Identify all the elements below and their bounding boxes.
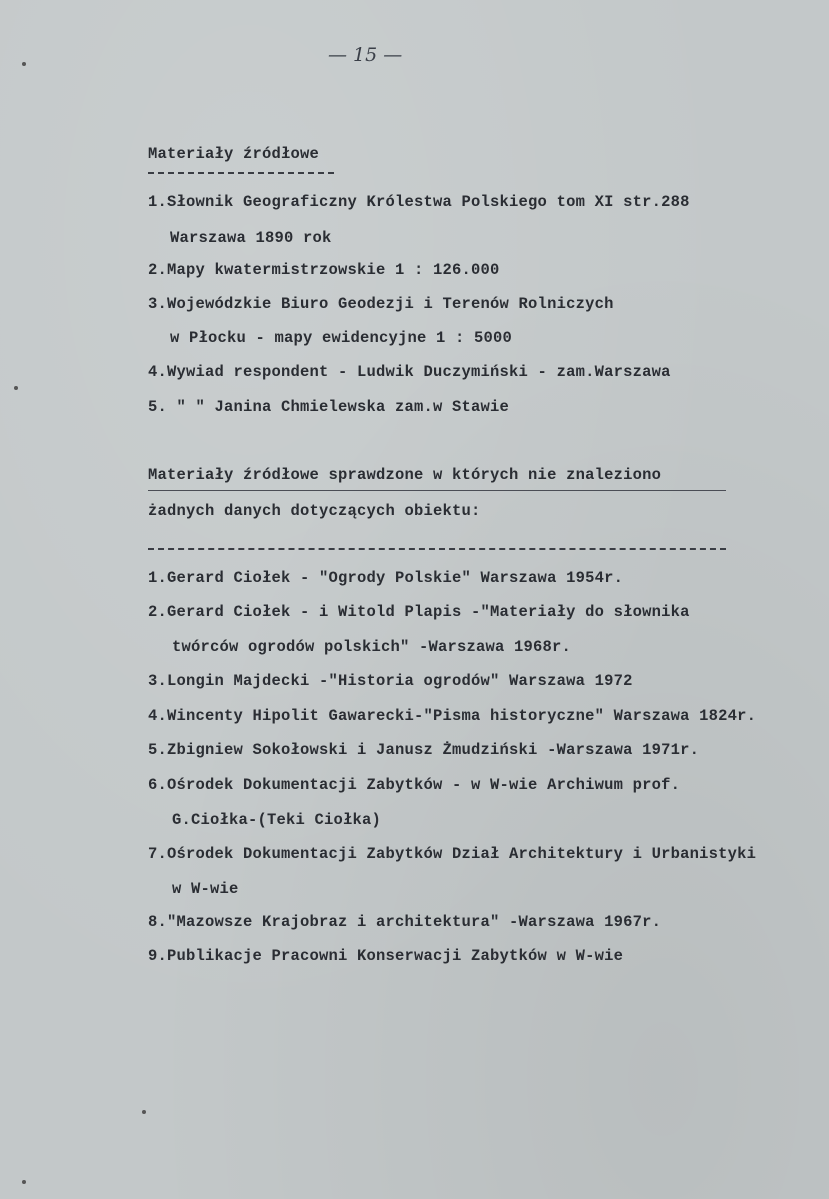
checked-source-item: 8."Mazowsze Krajobraz i architektura" -Warszawa 1967r. xyxy=(148,913,662,931)
checked-source-item: 1.Gerard Ciołek - "Ogrody Polskie" Warszawa 1954r. xyxy=(148,569,624,587)
checked-source-item-continuation: G.Ciołka-(Teki Ciołka) xyxy=(172,811,382,829)
section2-heading-line1: Materiały źródłowe sprawdzone w których nie znaleziono xyxy=(148,466,662,484)
paper-speck xyxy=(14,386,18,390)
paper-speck xyxy=(22,62,26,66)
source-item: 1.Słownik Geograficzny Królestwa Polskiego tom XI str.288 xyxy=(148,193,690,211)
checked-source-item: 6.Ośrodek Dokumentacji Zabytków - w W-wie Archiwum prof. xyxy=(148,776,681,794)
source-item-continuation: Warszawa 1890 rok xyxy=(170,229,332,247)
source-item-continuation: w Płocku - mapy ewidencyjne 1 : 5000 xyxy=(170,329,513,347)
section2-divider xyxy=(148,548,726,550)
checked-source-item: 7.Ośrodek Dokumentacji Zabytków Dział Architektury i Urbanistyki xyxy=(148,845,757,863)
checked-source-item: 5.Zbigniew Sokołowski i Janusz Żmudziński -Warszawa 1971r. xyxy=(148,741,700,759)
source-item: 4.Wywiad respondent - Ludwik Duczymiński - zam.Warszawa xyxy=(148,363,671,381)
paper-speck xyxy=(142,1110,146,1114)
checked-source-item: 9.Publikacje Pracowni Konserwacji Zabytków w W-wie xyxy=(148,947,624,965)
section1-heading: Materiały źródłowe xyxy=(148,145,320,163)
checked-source-item-continuation: twórców ogrodów polskich" -Warszawa 1968r. xyxy=(172,638,572,656)
checked-source-item: 3.Longin Majdecki -"Historia ogrodów" Warszawa 1972 xyxy=(148,672,633,690)
checked-source-item: 4.Wincenty Hipolit Gawarecki-"Pisma historyczne" Warszawa 1824r. xyxy=(148,707,757,725)
checked-source-item: 2.Gerard Ciołek - i Witold Plapis -"Materiały do słownika xyxy=(148,603,690,621)
source-item: 2.Mapy kwatermistrzowskie 1 : 126.000 xyxy=(148,261,500,279)
source-item: 5. " " Janina Chmielewska zam.w Stawie xyxy=(148,398,510,416)
section1-underline xyxy=(148,172,334,174)
source-item: 3.Wojewódzkie Biuro Geodezji i Terenów Rolniczych xyxy=(148,295,614,313)
section2-heading-line2: żadnych danych dotyczących obiektu: xyxy=(148,502,481,520)
paper-speck xyxy=(22,1180,26,1184)
checked-source-item-continuation: w W-wie xyxy=(172,880,239,898)
section2-heading-underline xyxy=(148,490,726,491)
page-number: — 15 — xyxy=(328,44,403,66)
